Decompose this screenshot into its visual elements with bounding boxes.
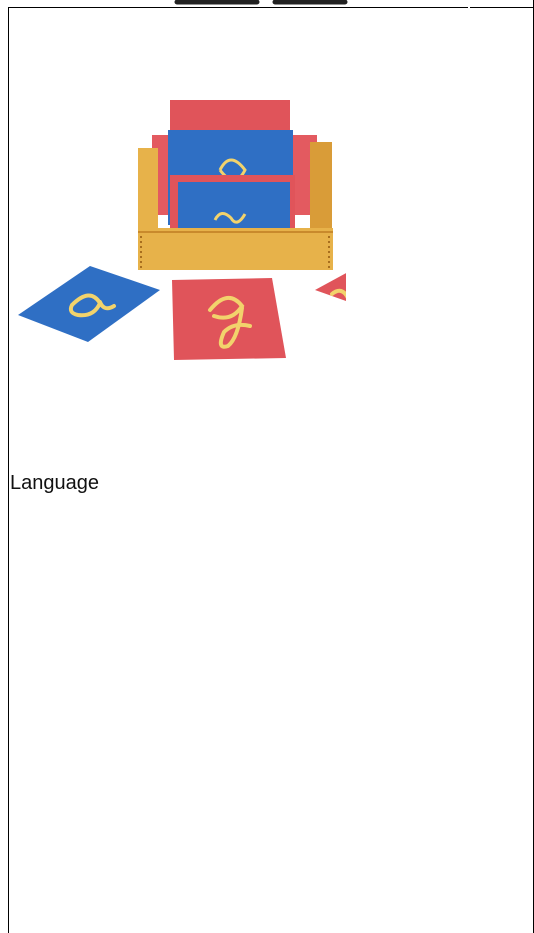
table-top-border [8,7,468,8]
table-top-border-right [470,7,534,8]
blue-card-a [18,266,160,342]
sandpaper-letters-image [10,90,346,370]
card-stack [152,100,317,245]
table-left-border [8,7,9,933]
category-label: Language [10,472,99,494]
red-card-q [172,278,286,360]
cropped-text-fragment [165,0,365,6]
